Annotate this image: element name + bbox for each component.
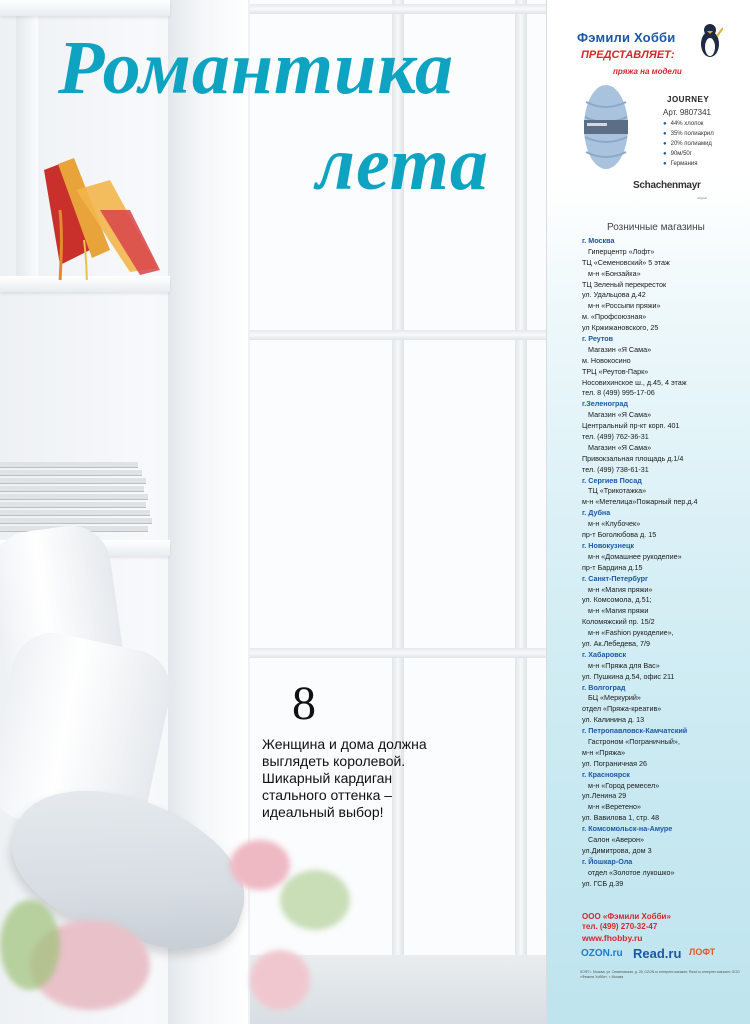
store-list — [582, 236, 747, 889]
store-city: г. Хабаровск — [582, 649, 627, 659]
store-line: м-н «Россыпи пряжи» — [588, 301, 661, 311]
store-line: ул. Удальцова д.42 — [582, 290, 646, 300]
thread-spools — [40, 150, 170, 280]
manufacturer-logo: Schachenmayr — [633, 180, 701, 191]
store-line: БЦ «Меркурий» — [588, 693, 641, 703]
store-line: м-н «Метелица»Пожарный пер.д.4 — [582, 497, 698, 507]
yarn-sidebar — [546, 0, 750, 1024]
store-line: тел. (499) 762-36-31 — [582, 432, 649, 442]
store-city: г.Зеленоград — [582, 399, 628, 409]
brand-name: Фэмили Хобби — [577, 30, 676, 45]
window-frame — [515, 0, 527, 1024]
store-line: ул. Вавилова 1, стр. 48 — [582, 813, 660, 823]
yarn-article: Арт. 9807341 — [663, 108, 711, 117]
store-line: Гиперцентр «Лофт» — [588, 246, 655, 256]
shelf-plank — [0, 0, 170, 16]
presents-label: ПРЕДСТАВЛЯЕТ: — [581, 49, 675, 61]
store-line: отдел «Золотое лукошко» — [588, 867, 675, 877]
store-city: г. Москва — [582, 236, 615, 245]
store-city: г. Дубна — [582, 508, 611, 518]
store-line: ул. Ак.Лебедева, 7/9 — [582, 638, 650, 648]
store-line: ТЦ Зеленый перекресток — [582, 279, 667, 289]
yarn-spec: ● 44% хлопок — [663, 119, 714, 129]
headline-line-2: лета — [316, 122, 489, 206]
caption-line: выглядеть королевой. — [262, 753, 406, 769]
store-line: м-н «Магия пряжи» — [588, 584, 653, 594]
store-line: Магазин «Я Сама» — [588, 442, 652, 452]
store-line: отдел «Пряжа-креатив» — [582, 704, 662, 714]
item-caption — [262, 736, 452, 821]
store-line: ул.Димитрова, дом 3 — [582, 845, 652, 855]
foliage — [0, 900, 60, 990]
flowers — [250, 950, 310, 1010]
item-number: 8 — [292, 677, 316, 730]
store-line: Салон «Аверон» — [588, 834, 644, 844]
store-city: г. Реутов — [582, 334, 614, 344]
yarn-spec: ● 35% полиакрил — [663, 129, 714, 139]
store-city: г. Новокузнецк — [582, 540, 634, 550]
store-line: м-н «Бонзайка» — [588, 268, 641, 278]
window-frame — [250, 330, 546, 340]
store-line: ул. ГСБ д.39 — [582, 878, 624, 888]
store-line: ТРЦ «Реутов-Парк» — [582, 366, 649, 376]
fine-print: ЛОФТ г. Москва, ул. Семеновская, д. 25; OZON.ru интернет-магазин; Read.ru интернет-магазин; ООО «Фэмили Хобби», г. Москва — [580, 970, 740, 979]
yarn-skein-image — [581, 82, 631, 172]
store-city: г. Петропавловск-Камчатский — [582, 726, 688, 736]
company-phone: тел. (499) 270-32-47 — [582, 922, 658, 931]
window-frame — [250, 4, 546, 14]
store-line: Привокзальная площадь д.1/4 — [582, 453, 684, 463]
bookshelf-divider — [16, 0, 38, 290]
yarn-name: JOURNEY — [667, 95, 710, 104]
foliage — [280, 870, 350, 930]
caption-line: Шикарный кардиган — [262, 770, 393, 786]
store-city: г. Йошкар-Ола — [582, 856, 633, 866]
store-line: м-н «Домашнее рукоделие» — [588, 551, 682, 561]
store-line: Коломяжский пр. 15/2 — [582, 617, 655, 627]
store-line: Гастроном «Пограничный», — [588, 736, 680, 746]
store-line: ул Кржижановского, 25 — [582, 323, 659, 333]
store-line: м-н «Магия пряжи — [588, 606, 649, 616]
store-city: г. Комсомольск-на-Амуре — [582, 824, 673, 834]
stores-title: Розничные магазины — [607, 222, 705, 233]
manufacturer-sub: original — [697, 196, 707, 200]
store-line: ТЦ «Трикотажка» — [588, 486, 647, 496]
ozon-logo: OZON.ru — [581, 948, 623, 959]
store-city: г. Красноярск — [582, 769, 630, 779]
store-line: Магазин «Я Сама» — [588, 410, 652, 420]
caption-line: стального оттенка – — [262, 787, 393, 803]
store-line: ул. Пограничная 26 — [582, 758, 647, 768]
store-line: ул. Комсомола, д.51; — [582, 595, 652, 605]
store-line: м-н «Веретено» — [588, 802, 642, 812]
store-line: пр-т Бардина д.15 — [582, 562, 643, 572]
store-line: пр-т Боголюбова д. 15 — [582, 530, 657, 540]
yarn-spec: ● Германия — [663, 159, 714, 169]
store-line: ул.Ленина 29 — [582, 791, 627, 801]
read-ru-logo: Read.ru — [633, 946, 682, 961]
window-frame — [250, 648, 546, 658]
penguin-mascot-icon — [697, 22, 723, 60]
partner-logos — [581, 946, 750, 968]
company-name: ООО «Фэмили Хобби» — [582, 912, 671, 921]
company-website[interactable]: www.fhobby.ru — [582, 933, 643, 943]
store-city: г. Санкт-Петербург — [582, 573, 649, 583]
store-line: м-н «Пряжа» — [582, 747, 626, 757]
store-line: ул. Калинина д. 13 — [582, 715, 645, 725]
flowers — [230, 840, 290, 890]
store-line: Центральный пр-кт корп. 401 — [582, 421, 680, 431]
store-line: м. Новокосино — [582, 355, 631, 365]
yarn-on-model-label: пряжа на модели — [613, 67, 682, 76]
store-city: г. Сергиев Посад — [582, 475, 642, 485]
store-line: ул. Пушкина д.54, офис 211 — [582, 671, 675, 681]
store-line: Магазин «Я Сама» — [588, 344, 652, 354]
store-line: м-н «Клубочек» — [588, 519, 641, 529]
loft-logo: ЛОФТ — [689, 947, 716, 957]
caption-line: Женщина и дома должна — [262, 736, 427, 752]
store-city: г. Волгоград — [582, 682, 626, 692]
store-line: Носовихинское ш., д.45, 4 этаж — [582, 377, 687, 387]
store-line: м-н «Пряжа для Вас» — [588, 660, 660, 670]
store-line: м-н «Город ремесел» — [588, 780, 660, 790]
yarn-spec: ● 90м/50г — [663, 149, 714, 159]
yarn-specs — [663, 119, 714, 169]
store-line: тел. (499) 738-61-31 — [582, 464, 649, 474]
store-line: м-н «Fashion рукоделие», — [588, 628, 674, 638]
caption-line: идеальный выбор! — [262, 804, 384, 820]
store-line: ТЦ «Семеновский» 5 этаж — [582, 257, 670, 267]
headline-line-1: Романтика — [58, 26, 455, 110]
store-line: м. «Профсоюзная» — [582, 312, 647, 322]
store-line: тел. 8 (499) 995-17-06 — [582, 388, 655, 398]
yarn-spec: ● 20% полиамид — [663, 139, 714, 149]
